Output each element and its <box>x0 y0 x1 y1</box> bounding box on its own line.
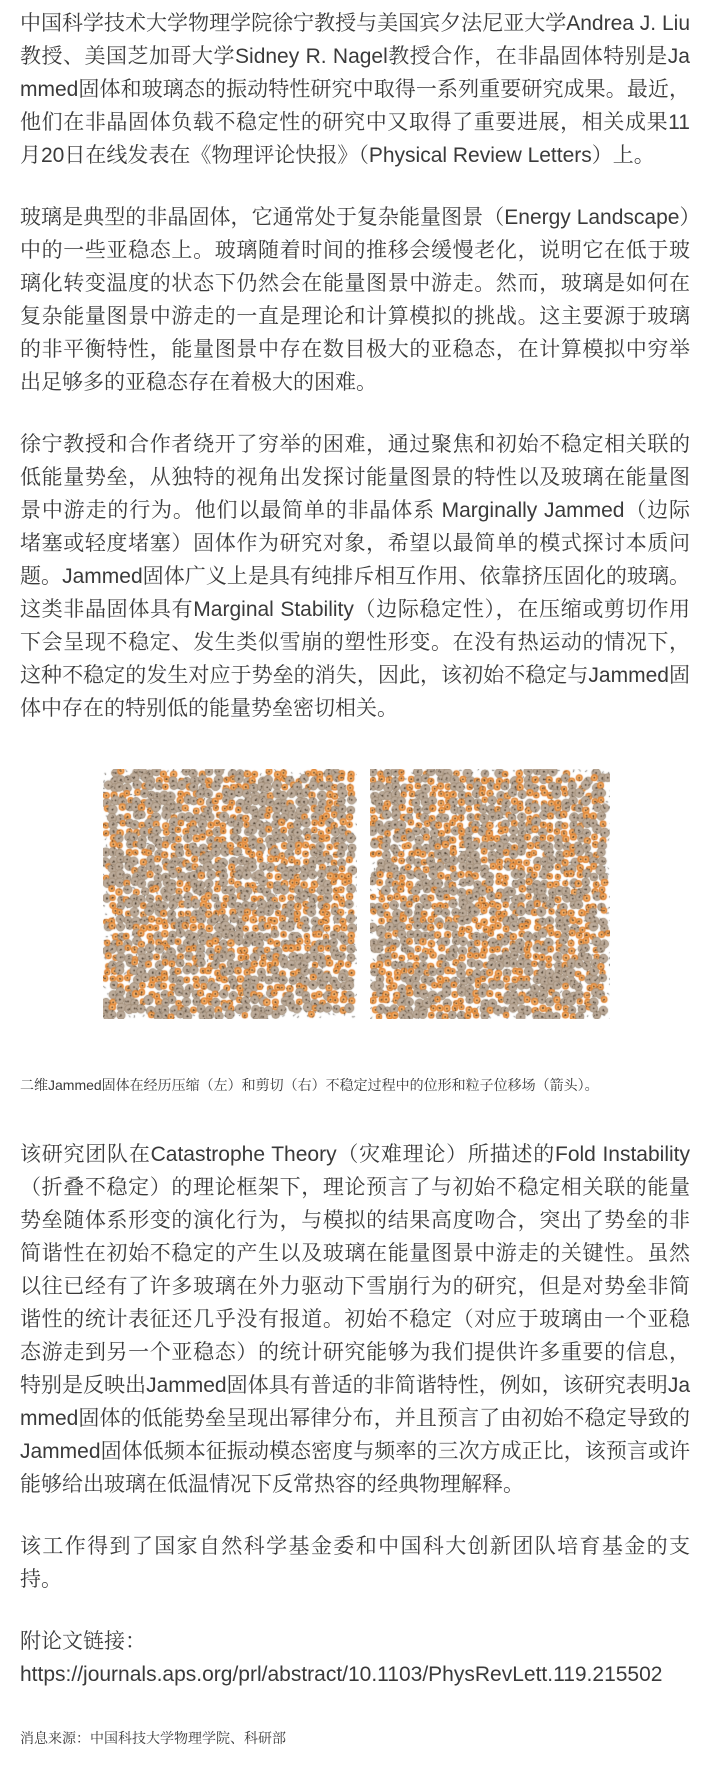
simulation-panels <box>103 769 690 1019</box>
paragraph-intro: 中国科学技术大学物理学院徐宁教授与美国宾夕法尼亚大学Andrea J. Liu教授、美国芝加哥大学Sidney R. Nagel教授合作，在非晶固体特别是Jammed固体和玻璃态的振动特性研究中取得一系列重要研究成果。最近，他们在非晶固体负载不稳定性的研究中又取得了重要进展，相关成果11月20日在线发表在《物理评论快报》（Physical Review Letters）上。 <box>20 12 690 167</box>
paragraph-glass-background: 玻璃是典型的非晶固体，它通常处于复杂能量图景（Energy Landscape）中的一些亚稳态上。玻璃随着时间的推移会缓慢老化，说明它在低于玻璃化转变温度的状态下仍然会在能量图景中游走。然而，玻璃是如何在复杂能量图景中游走的一直是理论和计算模拟的挑战。这主要源于玻璃的非平衡特性，能量图景中存在数目极大的亚稳态，在计算模拟中穷举出足够多的亚稳态存在着极大的困难。 <box>20 206 690 394</box>
shear-panel-image <box>370 769 610 1019</box>
figure-caption: 二维Jammed固体在经历压缩（左）和剪切（右）不稳定过程中的位形和粒子位移场（箭头）。 <box>20 1077 599 1093</box>
paper-link-label: 附论文链接： <box>20 1630 146 1653</box>
paper-link-block <box>20 1625 690 1691</box>
paragraph-results: 该研究团队在Catastrophe Theory（灾难理论）所描述的Fold Instability（折叠不稳定）的理论框架下，理论预言了与初始不稳定相关联的能量势垒随体系形变的演化行为，与模拟的结果高度吻合，突出了势垒的非简谐性在初始不稳定的产生以及玻璃在能量图景中游走的关键性。虽然以往已经有了许多玻璃在外力驱动下雪崩行为的研究，但是对势垒非简谐性的统计表征还几乎没有报道。初始不稳定（对应于玻璃由一个亚稳态游走到另一个亚稳态）的统计研究能够为我们提供许多重要的信息，特别是反映出Jammed固体具有普适的非简谐特性，例如，该研究表明Jammed固体的低能势垒呈现出幂律分布，并且预言了由初始不稳定导致的Jammed固体低频本征振动模态密度与频率的三次方成正比，该预言或许能够给出玻璃在低温情况下反常热容的经典物理解释。 <box>20 1143 690 1496</box>
compression-panel-image <box>103 769 357 1019</box>
simulation-figure <box>20 769 690 1019</box>
paragraph-funding: 该工作得到了国家自然科学基金委和中国科大创新团队培育基金的支持。 <box>20 1535 690 1591</box>
paragraph-research-approach: 徐宁教授和合作者绕开了穷举的困难，通过聚焦和初始不稳定相关联的低能量势垒，从独特的视角出发探讨能量图景的特性以及玻璃在能量图景中游走的行为。他们以最简单的非晶体系 Marginally Jammed（边际堵塞或轻度堵塞）固体作为研究对象，希望以最简单的模式探讨本质问题。Jammed固体广义上是具有纯排斥相互作用、依靠挤压固化的玻璃。这类非晶固体具有Marginal Stability（边际稳定性），在压缩或剪切作用下会呈现不稳定、发生类似雪崩的塑性形变。在没有热运动的情况下，这种不稳定的发生对应于势垒的消失，因此，该初始不稳定与Jammed固体中存在的特别低的能量势垒密切相关。 <box>20 433 690 720</box>
source-line: 消息来源：中国科技大学物理学院、科研部 <box>20 1730 286 1746</box>
paper-link[interactable]: https://journals.aps.org/prl/abstract/10.1103/PhysRevLett.119.215502 <box>20 1663 663 1686</box>
